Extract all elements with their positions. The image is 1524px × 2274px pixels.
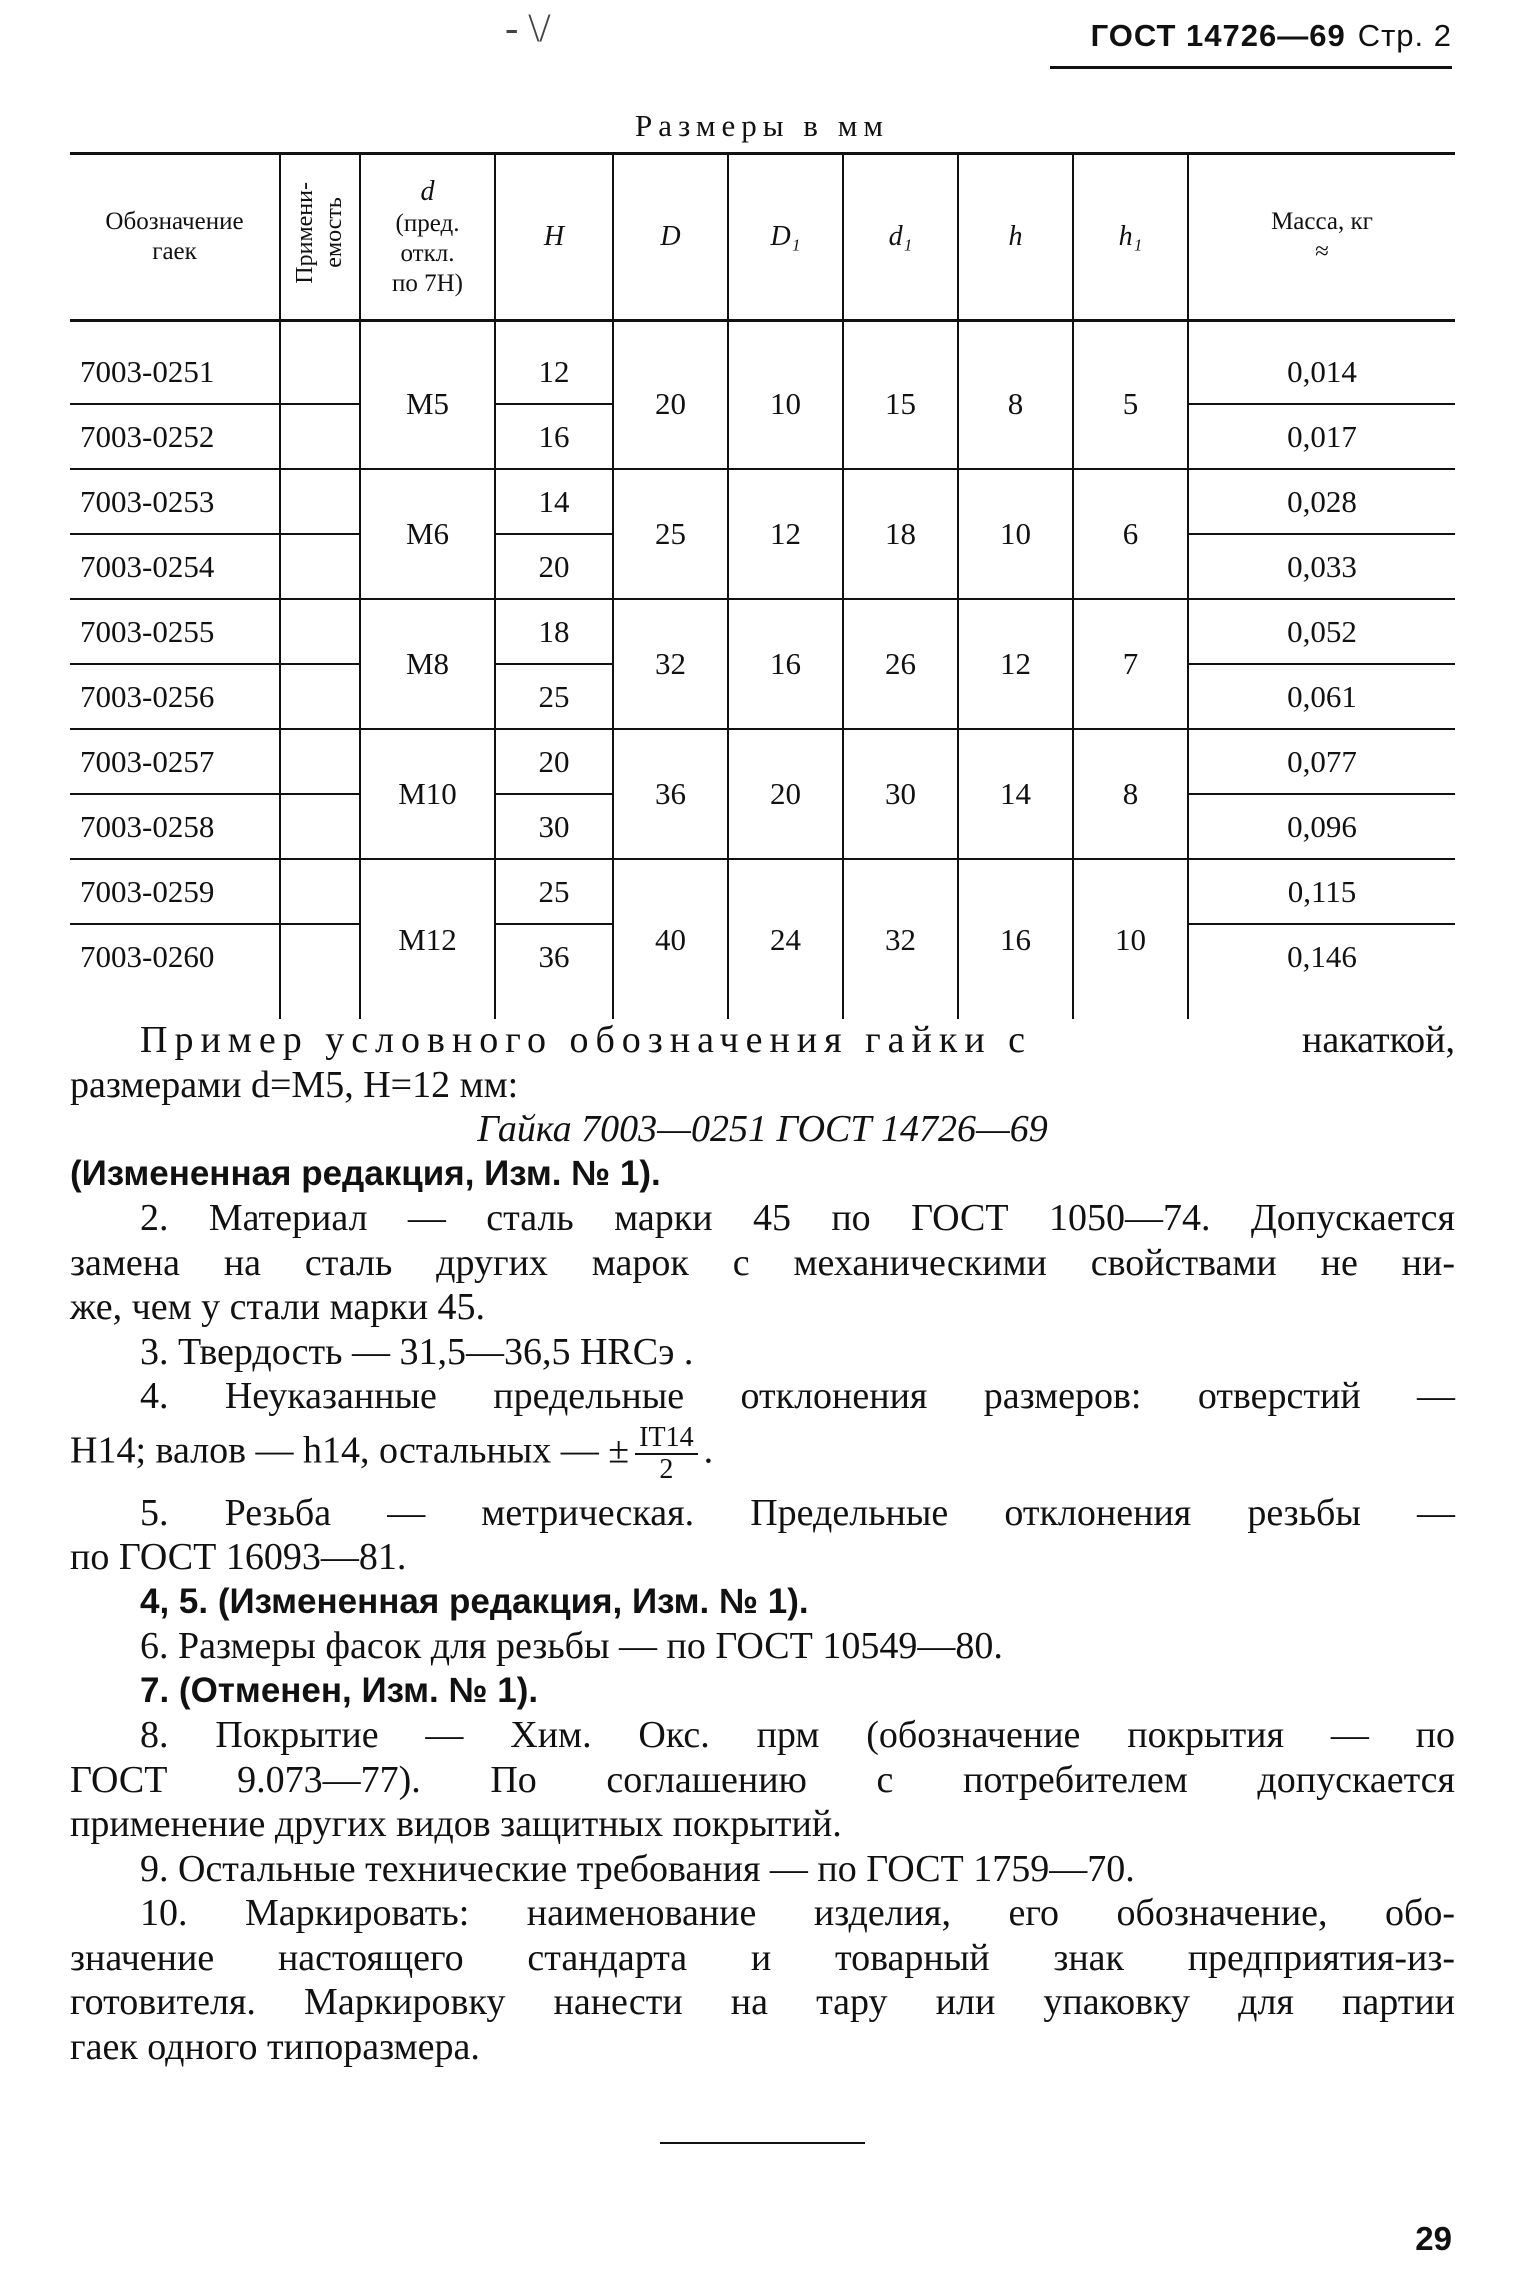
- table-row: [70, 599, 1455, 664]
- col-h1-header: h₁: [1073, 154, 1188, 321]
- clause-6: 6. Размеры фасок для резьбы — по ГОСТ 10549—80.: [140, 1625, 1003, 1667]
- tolerance-fraction: $\frac{IT14}{2}$: [635, 1423, 697, 1485]
- cell-d1: 15: [843, 321, 958, 470]
- col-h-header: h: [958, 154, 1073, 321]
- clause-2-line-2: замена на сталь других марок с механическими свойствами не ни-: [70, 1241, 1455, 1284]
- cell-h1: 8: [1073, 729, 1188, 859]
- cell-code: 7003-0254: [70, 534, 280, 599]
- cell-mass: 0,061: [1188, 664, 1455, 729]
- cell-code: 7003-0259: [70, 859, 280, 924]
- cell-D: 32: [613, 599, 728, 729]
- cell-usage: [280, 469, 360, 534]
- amendment-note-1: (Измененная редакция, Изм. № 1).: [70, 1153, 661, 1193]
- cell-usage: [280, 321, 360, 405]
- page-header: [1091, 18, 1452, 54]
- col-usage-header: Примени- емость: [280, 154, 360, 321]
- example-line-1: Пример условного обозначения гайки с накаткой,: [140, 1019, 1455, 1061]
- units-caption: Размеры в мм: [635, 108, 889, 143]
- cell-mass: 0,146: [1188, 924, 1455, 1019]
- cell-H: 36: [495, 924, 613, 1019]
- cell-code: 7003-0252: [70, 404, 280, 469]
- clause-10-line-4: гаек одного типоразмера.: [70, 2025, 480, 2068]
- cell-H: 18: [495, 599, 613, 664]
- cell-h1: 10: [1073, 859, 1188, 1019]
- cell-usage: [280, 729, 360, 794]
- cell-usage: [280, 599, 360, 664]
- cell-d: М6: [360, 469, 495, 599]
- cell-h1: 5: [1073, 321, 1188, 470]
- cell-mass: 0,096: [1188, 794, 1455, 859]
- cell-h: 12: [958, 599, 1073, 729]
- cell-D1: 10: [728, 321, 843, 470]
- cell-d1: 26: [843, 599, 958, 729]
- cell-D1: 20: [728, 729, 843, 859]
- cell-usage: [280, 859, 360, 924]
- cell-h: 10: [958, 469, 1073, 599]
- cell-d1: 18: [843, 469, 958, 599]
- amendment-note-45: 4, 5. (Измененная редакция, Изм. № 1).: [140, 1581, 809, 1621]
- cell-d: М8: [360, 599, 495, 729]
- cell-mass: 0,077: [1188, 729, 1455, 794]
- cell-mass: 0,033: [1188, 534, 1455, 599]
- cell-code: 7003-0257: [70, 729, 280, 794]
- clause-2-line-3: же, чем у стали марки 45.: [70, 1286, 486, 1328]
- cell-usage: [280, 534, 360, 599]
- clause-10-line-3: готовителя. Маркировку нанести на тару или упаковку для партии: [70, 1981, 1455, 2023]
- cell-code: 7003-0253: [70, 469, 280, 534]
- clause-8-line-1: 8. Покрытие — Хим. Окс. прм (обозначение покрытия — по: [140, 1714, 1455, 1756]
- dimensions-table: [70, 152, 1455, 1019]
- clause-10-line-2: значение настоящего стандарта и товарный знак предприятия-из-: [70, 1936, 1455, 1979]
- cell-usage: [280, 794, 360, 859]
- cell-H: 12: [495, 321, 613, 405]
- table-row: [70, 859, 1455, 924]
- cell-mass: 0,028: [1188, 469, 1455, 534]
- cell-h: 8: [958, 321, 1073, 470]
- cell-mass: 0,014: [1188, 321, 1455, 405]
- cell-D1: 12: [728, 469, 843, 599]
- cell-mass: 0,115: [1188, 859, 1455, 924]
- document-body: [70, 1018, 1455, 2069]
- cell-mass: 0,052: [1188, 599, 1455, 664]
- cell-D: 20: [613, 321, 728, 470]
- cell-code: 7003-0251: [70, 321, 280, 405]
- col-code-header: Обозначение гаек: [70, 154, 280, 321]
- page-label: Стр. 2: [1357, 18, 1452, 53]
- cell-code: 7003-0256: [70, 664, 280, 729]
- cell-mass: 0,017: [1188, 404, 1455, 469]
- cell-usage: [280, 404, 360, 469]
- header-rule: [1050, 66, 1452, 69]
- cell-h1: 7: [1073, 599, 1188, 729]
- cell-D: 25: [613, 469, 728, 599]
- col-d-header: d (пред. откл. по 7Н): [360, 154, 495, 321]
- footer-rule: [660, 2142, 865, 2144]
- cell-D1: 24: [728, 859, 843, 1019]
- table-row: [70, 321, 1455, 405]
- standard-number: ГОСТ 14726—69: [1090, 18, 1346, 53]
- clause-7: 7. (Отменен, Изм. № 1).: [140, 1670, 539, 1710]
- col-d1-header: d₁: [843, 154, 958, 321]
- clause-5-line-1: 5. Резьба — метрическая. Предельные отклонения резьбы —: [140, 1491, 1455, 1534]
- cell-h1: 6: [1073, 469, 1188, 599]
- cell-d: М5: [360, 321, 495, 470]
- cell-d1: 30: [843, 729, 958, 859]
- example-line-2: размерами d=М5, H=12 мм:: [70, 1063, 519, 1106]
- clause-8-line-3: применение других видов защитных покрытий.: [70, 1803, 842, 1845]
- page-number: 29: [1415, 2220, 1452, 2257]
- cell-code: 7003-0260: [80, 939, 215, 974]
- cell-d: М10: [360, 729, 495, 859]
- col-D1-header: D₁: [728, 154, 843, 321]
- clause-5-line-2: по ГОСТ 16093—81.: [70, 1536, 407, 1578]
- cell-D: 40: [613, 859, 728, 1019]
- example-designation: Гайка 7003—0251 ГОСТ 14726—69: [477, 1108, 1048, 1150]
- cell-D1: 16: [728, 599, 843, 729]
- clause-2-line-1: 2. Материал — сталь марки 45 по ГОСТ 1050—74. Допускается: [140, 1197, 1455, 1239]
- cell-code: 7003-0258: [70, 794, 280, 859]
- cell-H: 25: [495, 664, 613, 729]
- table-row: [70, 729, 1455, 794]
- col-H-header: H: [495, 154, 613, 321]
- cell-H: 20: [495, 534, 613, 599]
- scan-mark: - \/: [505, 5, 551, 50]
- cell-h: 16: [958, 859, 1073, 1019]
- clause-3: 3. Твердость — 31,5—36,5 HRCэ .: [140, 1330, 694, 1373]
- cell-h: 14: [958, 729, 1073, 859]
- col-mass-header: Масса, кг ≈: [1188, 154, 1455, 321]
- cell-d: М12: [360, 859, 495, 1019]
- table-row: [70, 469, 1455, 534]
- col-D-header: D: [613, 154, 728, 321]
- cell-d1: 32: [843, 859, 958, 1019]
- cell-H: 14: [495, 469, 613, 534]
- cell-usage: [280, 924, 360, 1019]
- cell-H: 25: [495, 859, 613, 924]
- cell-D: 36: [613, 729, 728, 859]
- cell-usage: [280, 664, 360, 729]
- cell-H: 20: [495, 729, 613, 794]
- cell-code: 7003-0255: [70, 599, 280, 664]
- table-header-row: [70, 154, 1455, 321]
- cell-H: 30: [495, 794, 613, 859]
- clause-8-line-2: ГОСТ 9.073—77). По соглашению с потребителем допускается: [70, 1758, 1455, 1801]
- clause-4-line-2: Н14; валов — h14, остальных — ± $\frac{IT14}{2}$ .: [70, 1421, 714, 1485]
- clause-9: 9. Остальные технические требования — по ГОСТ 1759—70.: [140, 1847, 1135, 1890]
- table-body: [70, 321, 1455, 1020]
- cell-H: 16: [495, 404, 613, 469]
- clause-4-line-1: 4. Неуказанные предельные отклонения размеров: отверстий —: [140, 1375, 1455, 1417]
- clause-10-line-1: 10. Маркировать: наименование изделия, его обозначение, обо-: [140, 1892, 1455, 1934]
